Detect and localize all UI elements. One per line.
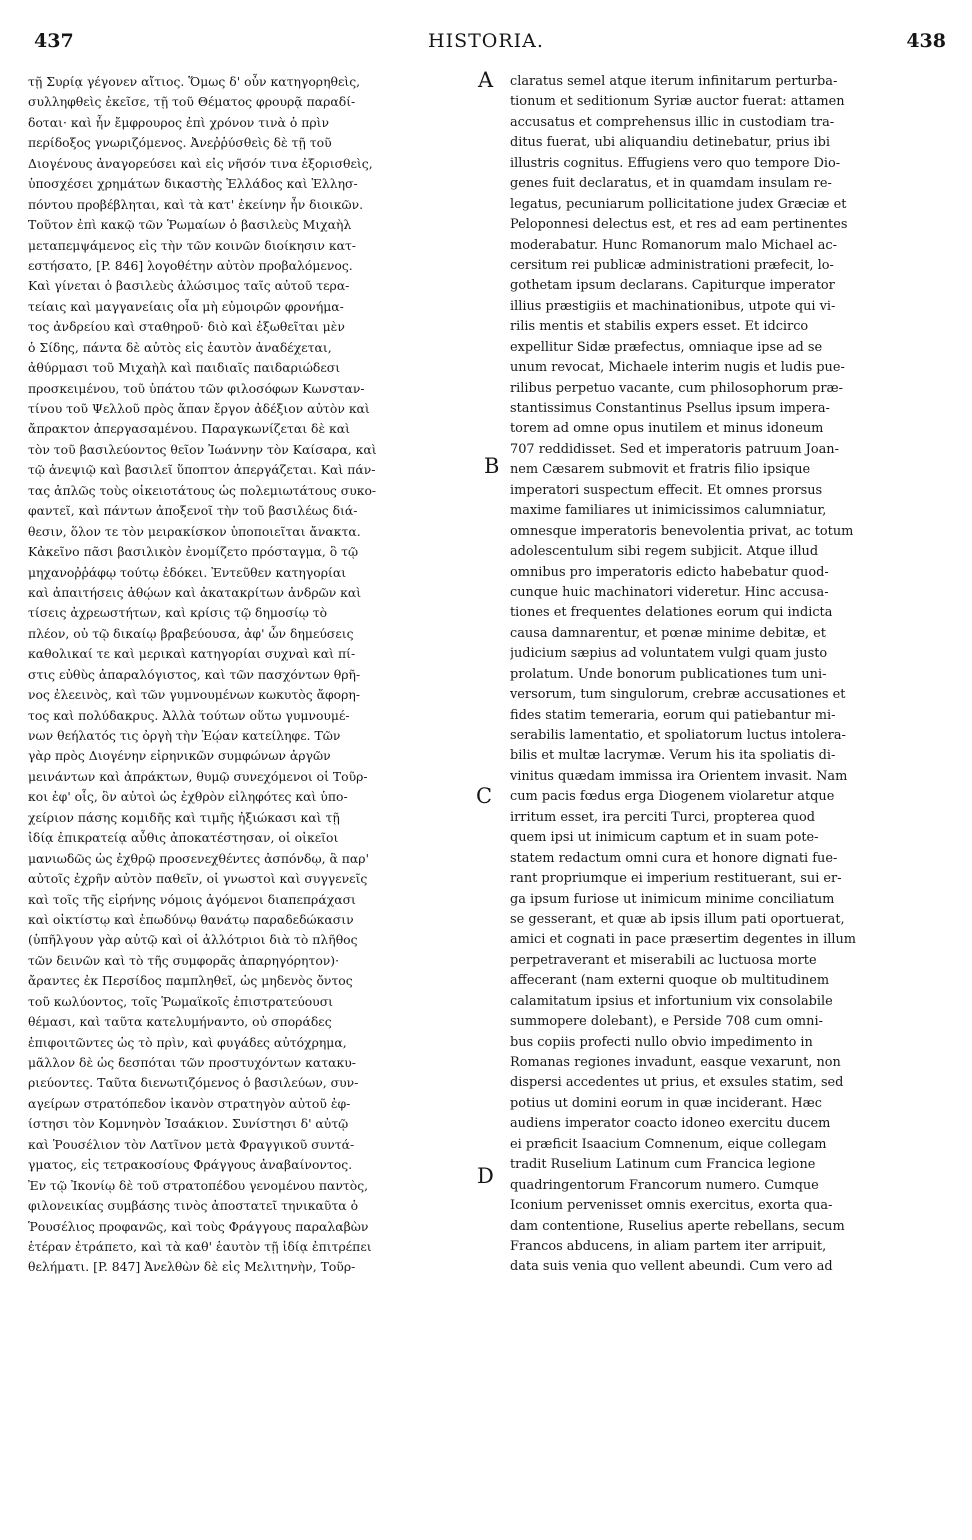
latin-text-line: rilibus perpetuo vacante, cum philosophorum præ- — [510, 380, 844, 396]
greek-text-line: ὑποσχέσει χρημάτων δικαστὴς Ἑλλάδος καὶ Ἑλλησ- — [28, 176, 358, 192]
greek-text-line: εστήσατο, [P. 846] λογοθέτην αὐτὸν προβαλόμενος. — [28, 257, 353, 273]
greek-text-line: ἀθύρμασι τοῦ Μιχαὴλ καὶ παιδιαῖς παιδαριώδεσι — [28, 360, 341, 376]
latin-text-line: 707 reddidisset. Sed et imperatoris patruum Joan- — [510, 441, 839, 457]
latin-text-line: irritum esset, ira perciti Turci, propterea quod — [510, 809, 816, 825]
latin-text-line: imperatori suspectum effecit. Et omnes prorsus — [510, 482, 823, 498]
greek-text-line: καθολικαί τε καὶ μερικαὶ κατηγορίαι συχναὶ καὶ πί- — [28, 646, 356, 662]
greek-text-line: μεινάντων καὶ ἀπράκτων, θυμῷ συνεχόμενοι οἱ Τοῦρ- — [28, 768, 368, 784]
greek-text-line: νων θεήλατός τις ὀργὴ τὴν Ἑῴαν κατείληφε. Τῶν — [28, 728, 341, 743]
greek-text-line: Διογένους ἀναγορεύσει καὶ εἰς νῆσόν τινα ἐξορισθεὶς, — [28, 155, 373, 171]
margin-marker-c: C — [476, 784, 493, 808]
latin-text-line: torem ad omne opus inutilem et minus idoneum — [510, 421, 824, 437]
page-number-left: 437 — [34, 30, 74, 52]
latin-text-line: Romanas regiones invadunt, easque vexarunt, non — [510, 1055, 841, 1070]
page-number-right: 438 — [906, 30, 946, 52]
latin-text-line: Francos abducens, in aliam partem iter arripuit, — [510, 1238, 827, 1254]
greek-text-line: πόντου προβέβληται, καὶ τὰ κατ' ἐκείνην ἦν διοικῶν. — [28, 196, 364, 212]
greek-text-line: ὁ Σίδης, πάντα δὲ αὐτὸς εἰς ἑαυτὸν ἀναδέχεται, — [28, 339, 332, 355]
latin-text-line: amici et cognati in pace præsertim degentes in illum — [510, 932, 856, 948]
latin-text-line: Peloponnesi delectus est, et res ad eam pertinentes — [510, 217, 848, 233]
greek-text-line: δοται· καὶ ἦν ἔμφρουρος ἐπὶ χρόνον τινὰ ὁ πρὶν — [28, 114, 330, 130]
latin-text-line: tradit Ruselium Latinum cum Francica legione — [510, 1157, 816, 1173]
latin-text-line: versorum, tum singulorum, crebræ accusationes et — [510, 687, 846, 703]
latin-text-line: illius præstigiis et machinationibus, utpote qui vi- — [510, 298, 836, 314]
latin-text-line: accusatus et comprehensus illic in custodiam tra- — [510, 114, 835, 130]
latin-text-line: maxime familiares ut inimicissimos calumniatur, — [510, 503, 827, 519]
latin-text-line: rilis mentis et stabilis expers esset. Et idcirco — [510, 319, 809, 335]
running-title: HISTORIA. — [428, 30, 544, 52]
greek-text-line: τῷ ἀνεψιῷ καὶ βασιλεῖ ὕποπτον ἀπεργάζεται. Καὶ πάν- — [28, 462, 376, 478]
latin-text-line: audiens imperator coacto idoneo exercitu ducem — [510, 1116, 831, 1132]
greek-text-line: ἐπιφοιτῶντες ὡς τὸ πρὶν, καὶ φυγάδες αὐτόχρημα, — [28, 1034, 347, 1050]
latin-text-line: statem redactum omni cura et honore dignati fue- — [510, 850, 838, 866]
latin-text-line: affecerant (nam externi quoque ob multitudinem — [510, 973, 830, 989]
greek-text-line: περίδοξος γνωριζόμενος. Ἀνεῤῥύσθεὶς δὲ τῇ τοῦ — [28, 135, 332, 151]
latin-text-line: serabilis lamentatio, et spoliatorum luctus intolera- — [510, 728, 846, 743]
latin-text-line: stantissimus Constantinus Psellus ipsum impera- — [510, 401, 830, 416]
greek-text-line: μᾶλλον δὲ ὡς δεσπόται τῶν προστυχόντων κατακυ- — [28, 1055, 356, 1070]
latin-text-column — [510, 72, 950, 1278]
latin-text-line: judicium sæpius ad voluntatem vulgi quam justo — [510, 646, 828, 662]
greek-text-line: τῶν δεινῶν καὶ τὸ τῆς συμφορᾶς ἀπαρηγόρητον)· — [28, 952, 340, 968]
greek-text-line: καὶ ἀπαιτήσεις ἀθῴων καὶ ἀκατακρίτων ἀνδρῶν καὶ — [28, 584, 362, 600]
greek-text-line: ἑτέραν ἐτράπετο, καὶ τὰ καθ' ἑαυτὸν τῇ ἰδίᾳ ἐπιτρέπει — [28, 1238, 372, 1254]
latin-text-line: summopere dolebant), e Perside 708 cum omni- — [510, 1014, 823, 1030]
greek-text-line: Καὶ γίνεται ὁ βασιλεὺς ἁλώσιμος ταῖς αὐτοῦ τερα- — [28, 278, 350, 294]
latin-text-line: quem ipsi ut inimicum captum et in suam pote- — [510, 830, 819, 846]
greek-text-line: τίσεις ἀχρεωστήτων, καὶ κρίσις τῷ δημοσίῳ τὸ — [28, 605, 328, 621]
latin-text-line: dam contentione, Ruselius aperte rebellans, secum — [510, 1218, 845, 1234]
latin-text-line: omnibus pro imperatoris edicto habebatur quod- — [510, 564, 829, 580]
greek-text-line: νος ἐλεεινὸς, καὶ τῶν γυμνουμένων κωκυτὸς ἄφορη- — [28, 687, 361, 703]
latin-text-line: adolescentulum sibi regem subjicit. Atque illud — [510, 544, 819, 560]
latin-text-line: omnesque imperatoris benevolentia privat, ac totum — [510, 523, 854, 539]
greek-text-line: θέμασι, καὶ ταῦτα κατελυμήναντο, οὐ σποράδες — [28, 1014, 332, 1030]
latin-text-line: expellitur Sidæ præfectus, omniaque ipse ad se — [510, 339, 823, 355]
margin-marker-a: A — [478, 68, 494, 92]
greek-text-line: ἰδίᾳ ἐπικρατείᾳ αὖθις ἀποκατέστησαν, οἱ οἰκεῖοι — [28, 830, 339, 846]
latin-text-line: bus copiis profecti nullo obvio impedimento in — [510, 1034, 813, 1050]
greek-text-line: τίνου τοῦ Ψελλοῦ πρὸς ἅπαν ἔργον ἀδέξιον αὐτὸν καὶ — [28, 401, 370, 416]
latin-text-line: prolatum. Unde bonorum publicationes tum uni- — [510, 666, 827, 682]
greek-text-line: (ὑπῆλγουν γὰρ αὐτῷ καὶ οἱ ἀλλότριοι διὰ τὸ πλῆθος — [28, 932, 358, 948]
greek-text-line: ἄραντες ἐκ Περσίδος παμπληθεῖ, ὡς μηδενὸς ὄντος — [28, 973, 353, 989]
latin-text-line: Iconium pervenisset omnis exercitus, exorta qua- — [510, 1198, 833, 1214]
greek-text-line: προσκειμένου, τοῦ ὑπάτου τῶν φιλοσόφων Κωνσταν- — [28, 380, 365, 396]
greek-text-line: φαντεῖ, καὶ πάντων ἀποξενοῖ τὴν τοῦ βασιλέως διά- — [28, 503, 358, 519]
latin-text-line: tionum et seditionum Syriæ auctor fuerat: attamen — [510, 94, 845, 110]
greek-text-line: ίστησι τὸν Κομνηνὸν Ἰσαάκιον. Συνίστησι δ' αὐτῷ — [28, 1116, 349, 1132]
margin-marker-b: B — [484, 454, 500, 478]
greek-text-line: αὐτοῖς ἐχρῆν αὐτὸν παθεῖν, οἱ γνωστοὶ καὶ συγγενεῖς — [28, 871, 368, 887]
greek-text-line: μεταπεμψάμενος εἰς τὴν τῶν κοινῶν διοίκησιν κατ- — [28, 237, 356, 253]
greek-text-line: ριεύοντες. Ταῦτα διενωτιζόμενος ὁ βασιλεύων, συν- — [28, 1075, 359, 1091]
latin-text-line: cum pacis fœdus erga Diogenem violaretur atque — [510, 789, 835, 805]
margin-marker-d: D — [477, 1164, 494, 1188]
latin-text-line: cunque huic machinatori videretur. Hinc accusa- — [510, 584, 829, 600]
greek-text-line: θελήματι. [P. 847] Ἀνελθὼν δὲ εἰς Μελιτηνὴν, Τοῦρ- — [28, 1259, 356, 1275]
latin-text-line: rant propriumque ei imperium restituerant, sui er- — [510, 871, 842, 887]
greek-text-line: τὸν τοῦ βασιλεύοντος θεῖον Ἰωάννην τὸν Καίσαρα, καὶ — [28, 441, 377, 457]
greek-text-line: τῇ Συρίᾳ γέγονεν αἴτιος. Ὅμως δ' οὖν κατηγορηθεὶς, — [28, 74, 361, 89]
greek-text-line: φιλονεικίας συμβάσης τινὸς ἀποστατεῖ τηνικαῦτα ὁ — [28, 1198, 359, 1214]
latin-text-line: se gesserant, et quæ ab ipsis illum pati oportuerat, — [510, 911, 845, 927]
greek-text-line: καὶ οἰκτίστῳ καὶ ἐπωδύνῳ θανάτῳ παραδεδώκασιν — [28, 911, 354, 927]
greek-text-line: τας ἁπλῶς τοὺς οἰκειοτάτους ὡς πολεμιωτάτους συκο- — [28, 482, 377, 498]
latin-text-line: nem Cæsarem submovit et fratris filio ipsique — [510, 462, 811, 478]
latin-text-line: quadringentorum Francorum numero. Cumque — [510, 1177, 819, 1193]
latin-text-line: genes fuit declaratus, et in quamdam insulam re- — [510, 176, 832, 192]
page-header — [26, 30, 946, 60]
greek-text-line: Ἐν τῷ Ἰκονίῳ δὲ τοῦ στρατοπέδου γενομένου παντὸς, — [28, 1177, 369, 1193]
latin-text-line: tiones et frequentes delationes eorum qui indicta — [510, 605, 833, 621]
greek-text-line: ἄπρακτον ἀπεργασαμένου. Παραγκωνίζεται δὲ καὶ — [28, 421, 351, 437]
latin-text-line: data suis venia quo vellent abeundi. Cum vero ad — [510, 1259, 833, 1275]
greek-text-line: τοῦ κωλύοντος, τοῖς Ῥωμαϊκοῖς ἐπιστρατεύουσι — [28, 993, 334, 1009]
latin-text-line: vinitus quædam immissa ira Orientem invasit. Nam — [510, 768, 848, 784]
latin-text-line: unum revocat, Michaele interim nugis et ludis pue- — [510, 360, 845, 376]
latin-text-line: legatus, pecuniarum pollicitatione judex Græciæ et — [510, 196, 847, 212]
greek-text-line: Κἀκεῖνο πᾶσι βασιλικὸν ἐνομίζετο πρόσταγμα, ὃ τῷ — [28, 544, 359, 560]
greek-text-line: τος ἀνδρείου καὶ σταθηροῦ· διὸ καὶ ἐξωθεῖται μὲν — [28, 319, 345, 335]
latin-text-line: calamitatum ipsius et infortunium vix consolabile — [510, 993, 833, 1009]
greek-text-line: χείριον πάσης κομιδῆς καὶ τιμῆς ἠξιώκασι καὶ τῇ — [28, 809, 340, 825]
greek-text-column — [28, 72, 470, 1278]
greek-text-line: καὶ τοῖς τῆς εἰρήνης νόμοις ἀγόμενοι διαπεπράχασι — [28, 891, 356, 907]
greek-text-line: στις εὐθὺς ἀπαραλόγιστος, καὶ τῶν πασχόντων θρῆ- — [28, 666, 361, 682]
greek-text-line: αγείρων στρατόπεδον ἱκανὸν στρατηγὸν αὐτοῦ ἐφ- — [28, 1095, 351, 1111]
greek-text-line: τείαις καὶ μαγγανείαις οἷα μὴ εὐμοιρῶν φρονήμα- — [28, 298, 344, 314]
latin-text-line: gothetam ipsum declarans. Capiturque imperator — [510, 278, 835, 294]
latin-text-line: fides statim temeraria, eorum qui patiebantur mi- — [510, 707, 836, 723]
greek-text-line: κοι ἐφ' οἷς, ὃν αὐτοὶ ὡς ἐχθρὸν εἰληφότες καὶ ὑπο- — [28, 789, 348, 805]
latin-text-line: moderabatur. Hunc Romanorum malo Michael ac- — [510, 237, 837, 253]
latin-text-line: dispersi accedentes ut prius, et exsules statim, sed — [510, 1075, 844, 1091]
greek-text-line: θεσιν, ὅλον τε τὸν μειρακίσκον ὑποποιεῖται ἄνακτα. — [28, 523, 361, 539]
greek-text-line: γὰρ πρὸς Διογένην εἰρηνικῶν συμφώνων ἀργῶν — [28, 748, 331, 764]
greek-text-line: γματος, εἰς τετρακοσίους Φράγγους ἀναβαίνοντος. — [28, 1157, 353, 1173]
latin-text-line: causa damnarentur, et pœnæ minime debitæ, et — [510, 625, 826, 641]
greek-text-line: Ῥουσέλιος προφανῶς, καὶ τοὺς Φράγγους παραλαβὼν — [28, 1218, 369, 1234]
greek-text-line: καὶ Ῥουσέλιον τὸν Λατῖνον μετὰ Φραγγικοῦ συντά- — [28, 1136, 355, 1152]
latin-text-line: bilis et multæ lacrymæ. Verum his ita spoliatis di- — [510, 748, 836, 764]
greek-text-line: μηχανοῤῥάφῳ τούτῳ ἐδόκει. Ἐντεῦθεν κατηγορίαι — [28, 564, 347, 580]
latin-text-line: ei præficit Isaacium Comnenum, eique collegam — [510, 1136, 827, 1152]
greek-text-line: μανιωδῶς ὡς ἐχθρῷ προσενεχθέντες ἀσπόνδῳ, ἃ παρ' — [28, 850, 369, 866]
greek-text-line: Τοῦτον ἐπὶ κακῷ τῶν Ῥωμαίων ὁ βασιλεὺς Μιχαὴλ — [28, 217, 352, 233]
latin-text-line: perpetraverant et miserabili ac luctuosa morte — [510, 952, 817, 968]
greek-text-line: τος καὶ πολύδακρυς. Ἀλλὰ τούτων οὕτω γυμνουμέ- — [28, 707, 350, 723]
greek-text-line: συλληφθεὶς ἐκεῖσε, τῇ τοῦ Θέματος φρουρᾷ παραδί- — [28, 94, 356, 110]
latin-text-line: cersitum rei publicæ administrationi præfecit, lo- — [510, 257, 834, 273]
latin-text-line: illustris cognitus. Effugiens vero quo tempore Dio- — [510, 155, 841, 171]
latin-text-line: claratus semel atque iterum infinitarum perturba- — [510, 74, 838, 89]
latin-text-line: ditus fuerat, ubi aliquandiu detinebatur, prius ibi — [510, 135, 831, 151]
greek-text-line: πλέον, οὐ τῷ δικαίῳ βραβεύουσα, ἀφ' ὧν δημεύσεις — [28, 625, 354, 641]
latin-text-line: potius ut domini eorum in quæ inciderant. Hæc — [510, 1095, 823, 1111]
latin-text-line: ga ipsum furiose ut inimicum minime conciliatum — [510, 891, 835, 907]
